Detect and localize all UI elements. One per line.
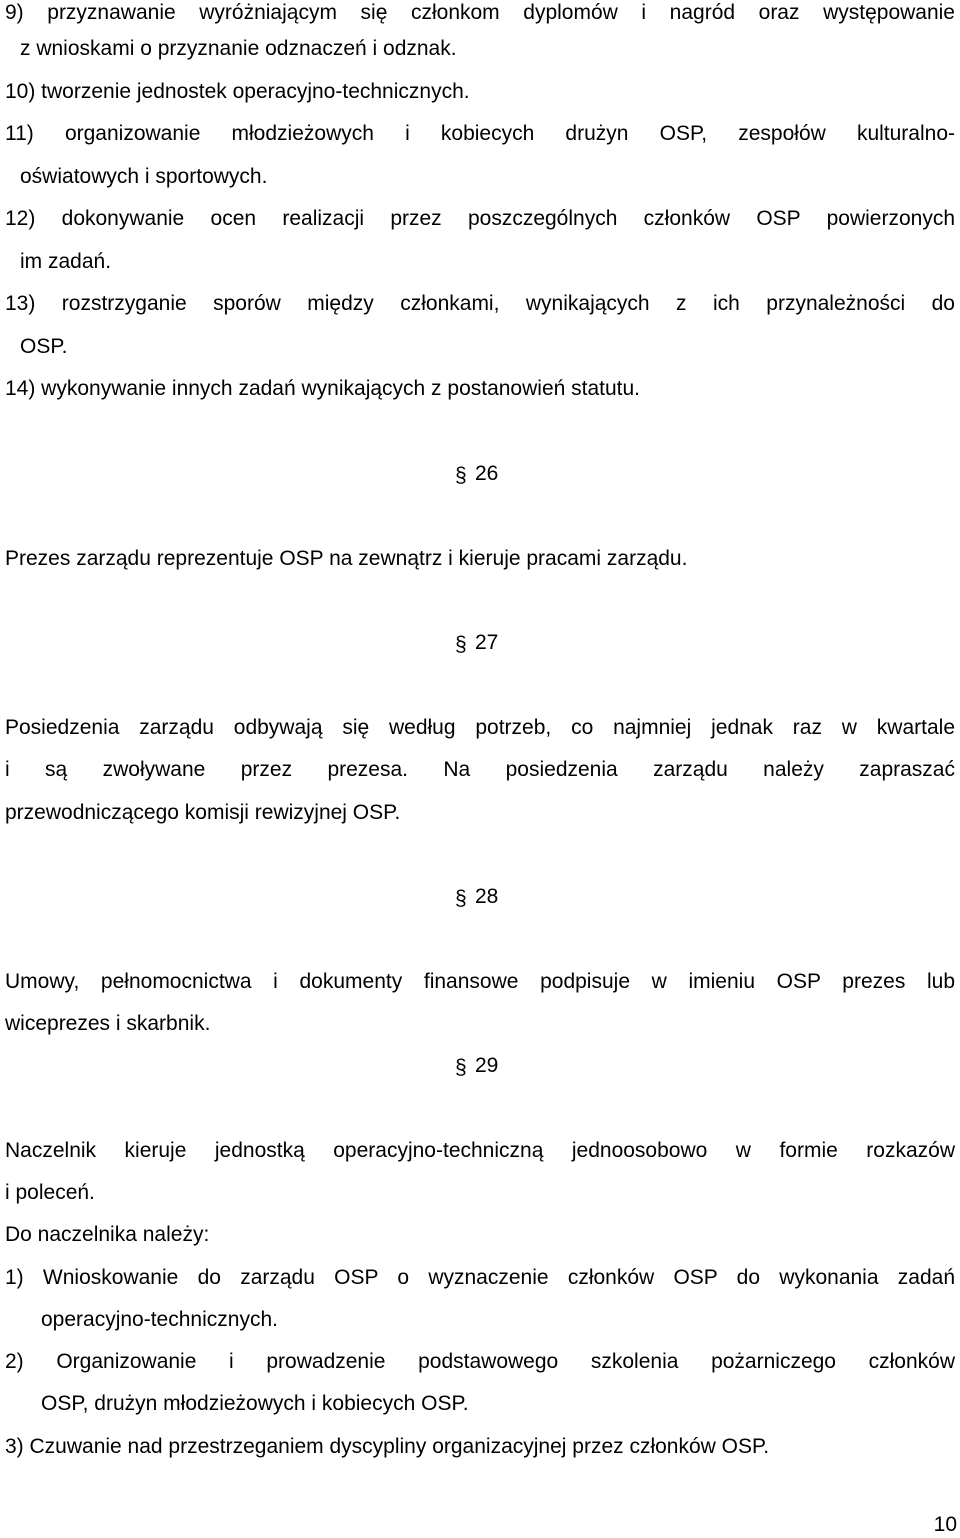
list-item-9: 9) przyznawanie wyróżniającym się członkom dyplomów i nagród oraz występowanie [5, 1, 955, 24]
section-number: 29 [475, 1054, 499, 1077]
paragraph-29-line-2: i poleceń. [5, 1181, 95, 1204]
list-item-13: 13) rozstrzyganie sporów między członkami, wynikających z ich przynależności do [5, 292, 955, 315]
duty-item-2-continuation: OSP, drużyn młodzieżowych i kobiecych OSP. [41, 1392, 469, 1415]
list-item-9-continuation: z wnioskami o przyznanie odznaczeń i odznak. [20, 37, 457, 60]
list-item-11-continuation: oświatowych i sportowych. [20, 165, 268, 188]
paragraph-26: Prezes zarządu reprezentuje OSP na zewnątrz i kieruje pracami zarządu. [5, 547, 688, 570]
section-number: 26 [475, 462, 499, 485]
section-sign: § [455, 464, 467, 487]
duty-item-3: 3) Czuwanie nad przestrzeganiem dyscypliny organizacyjnej przez członków OSP. [5, 1435, 770, 1458]
section-heading-26 [455, 461, 498, 487]
duty-item-1: 1) Wnioskowanie do zarządu OSP o wyznaczenie członków OSP do wykonania zadań [5, 1266, 955, 1289]
list-item-11: 11) organizowanie młodzieżowych i kobiecych drużyn OSP, zespołów kulturalno- [5, 122, 955, 145]
duty-item-1-continuation: operacyjno-technicznych. [41, 1308, 278, 1331]
section-heading-28 [455, 884, 498, 910]
section-sign: § [455, 1056, 467, 1079]
section-heading-29 [455, 1053, 498, 1079]
list-item-14: 14) wykonywanie innych zadań wynikających z postanowień statutu. [5, 377, 641, 400]
list-item-13-continuation: OSP. [20, 335, 68, 358]
paragraph-29-line-1: Naczelnik kieruje jednostką operacyjno-techniczną jednoosobowo w formie rozkazów [5, 1139, 955, 1162]
duty-item-2: 2) Organizowanie i prowadzenie podstawowego szkolenia pożarniczego członków [5, 1350, 955, 1373]
section-number: 27 [475, 631, 499, 654]
list-item-12: 12) dokonywanie ocen realizacji przez poszczególnych członków OSP powierzonych [5, 207, 955, 230]
paragraph-27-line-2: i są zwoływane przez prezesa. Na posiedzenia zarządu należy zapraszać [5, 758, 955, 781]
paragraph-27-line-1: Posiedzenia zarządu odbywają się według potrzeb, co najmniej jednak raz w kwartale [5, 716, 955, 739]
section-sign: § [455, 887, 467, 910]
paragraph-28-line-2: wiceprezes i skarbnik. [5, 1012, 211, 1035]
paragraph-27-line-3: przewodniczącego komisji rewizyjnej OSP. [5, 801, 401, 824]
list-item-12-continuation: im zadań. [20, 250, 112, 273]
section-heading-27 [455, 630, 498, 656]
list-item-10: 10) tworzenie jednostek operacyjno-technicznych. [5, 80, 470, 103]
paragraph-29-line-3: Do naczelnika należy: [5, 1223, 210, 1246]
paragraph-28-line-1: Umowy, pełnomocnictwa i dokumenty finansowe podpisuje w imieniu OSP prezes lub [5, 970, 955, 993]
section-number: 28 [475, 885, 499, 908]
page-number: 10 [933, 1513, 957, 1536]
section-sign: § [455, 633, 467, 656]
